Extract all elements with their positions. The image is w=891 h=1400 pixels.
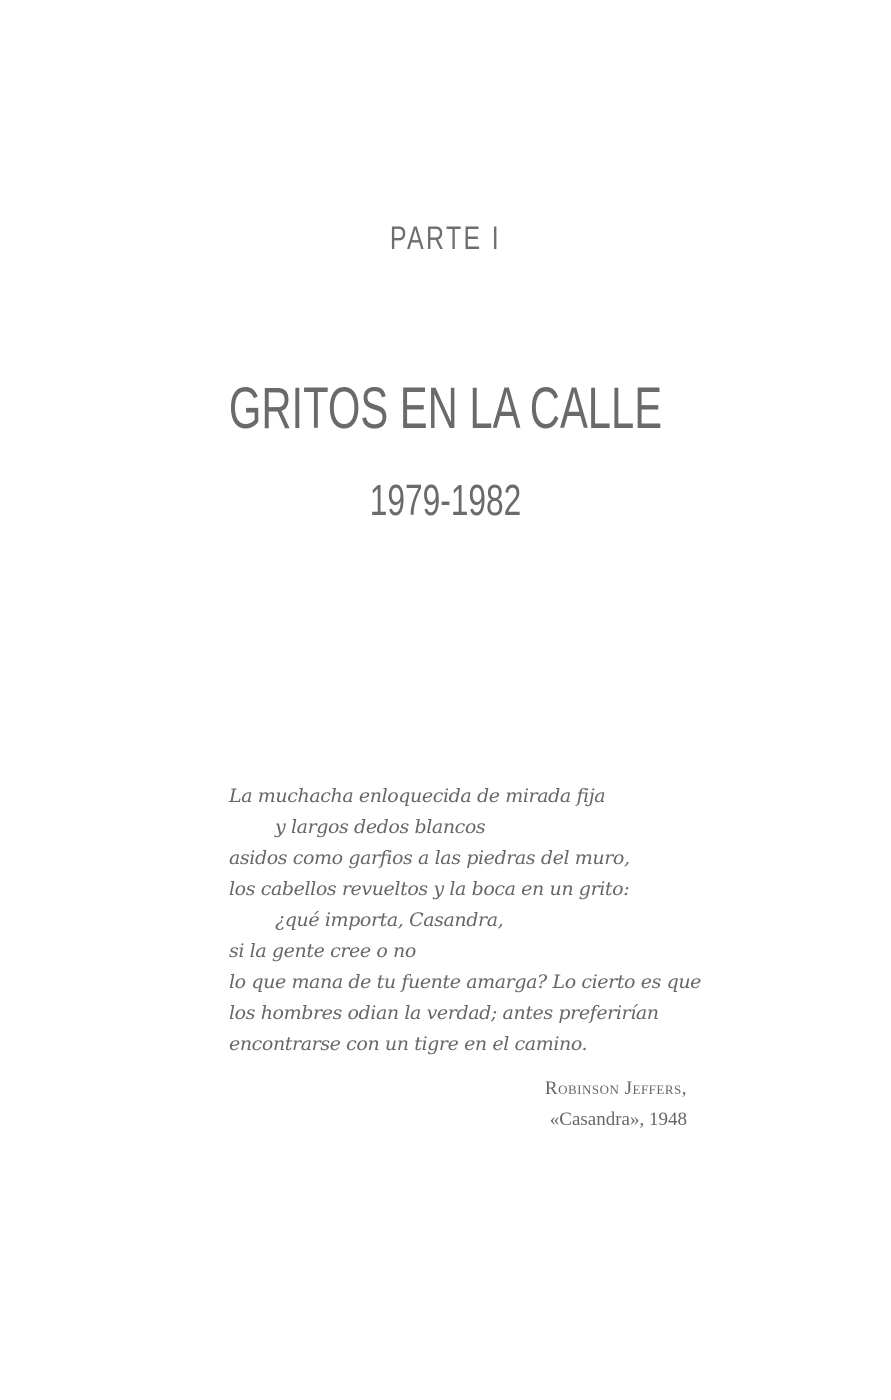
epigraph-source: «Casandra», 1948: [549, 1109, 687, 1130]
epigraph-line: La muchacha enloquecida de mirada fija: [229, 785, 606, 807]
epigraph-author: Robinson Jeffers,: [544, 1078, 687, 1099]
section-title: GRITOS EN LA CALLE: [228, 376, 663, 441]
epigraph-line: los cabellos revueltos y la boca en un grito:: [229, 878, 630, 900]
part-label: PARTE I: [389, 220, 502, 256]
epigraph-line: y largos dedos blancos: [275, 816, 486, 838]
epigraph-line: encontrarse con un tigre en el camino.: [229, 1033, 588, 1055]
epigraph-attribution: [380, 1073, 687, 1135]
section-years: 1979-1982: [369, 476, 522, 525]
epigraph-line: los hombres odian la verdad; antes preferirían: [229, 1002, 659, 1024]
epigraph: [229, 781, 709, 1060]
epigraph-line: si la gente cree o no: [229, 940, 416, 962]
epigraph-line: ¿qué importa, Casandra,: [275, 909, 504, 931]
epigraph-line: lo que mana de tu fuente amarga? Lo cierto es que: [229, 971, 702, 993]
epigraph-line: asidos como garfios a las piedras del muro,: [229, 847, 630, 869]
